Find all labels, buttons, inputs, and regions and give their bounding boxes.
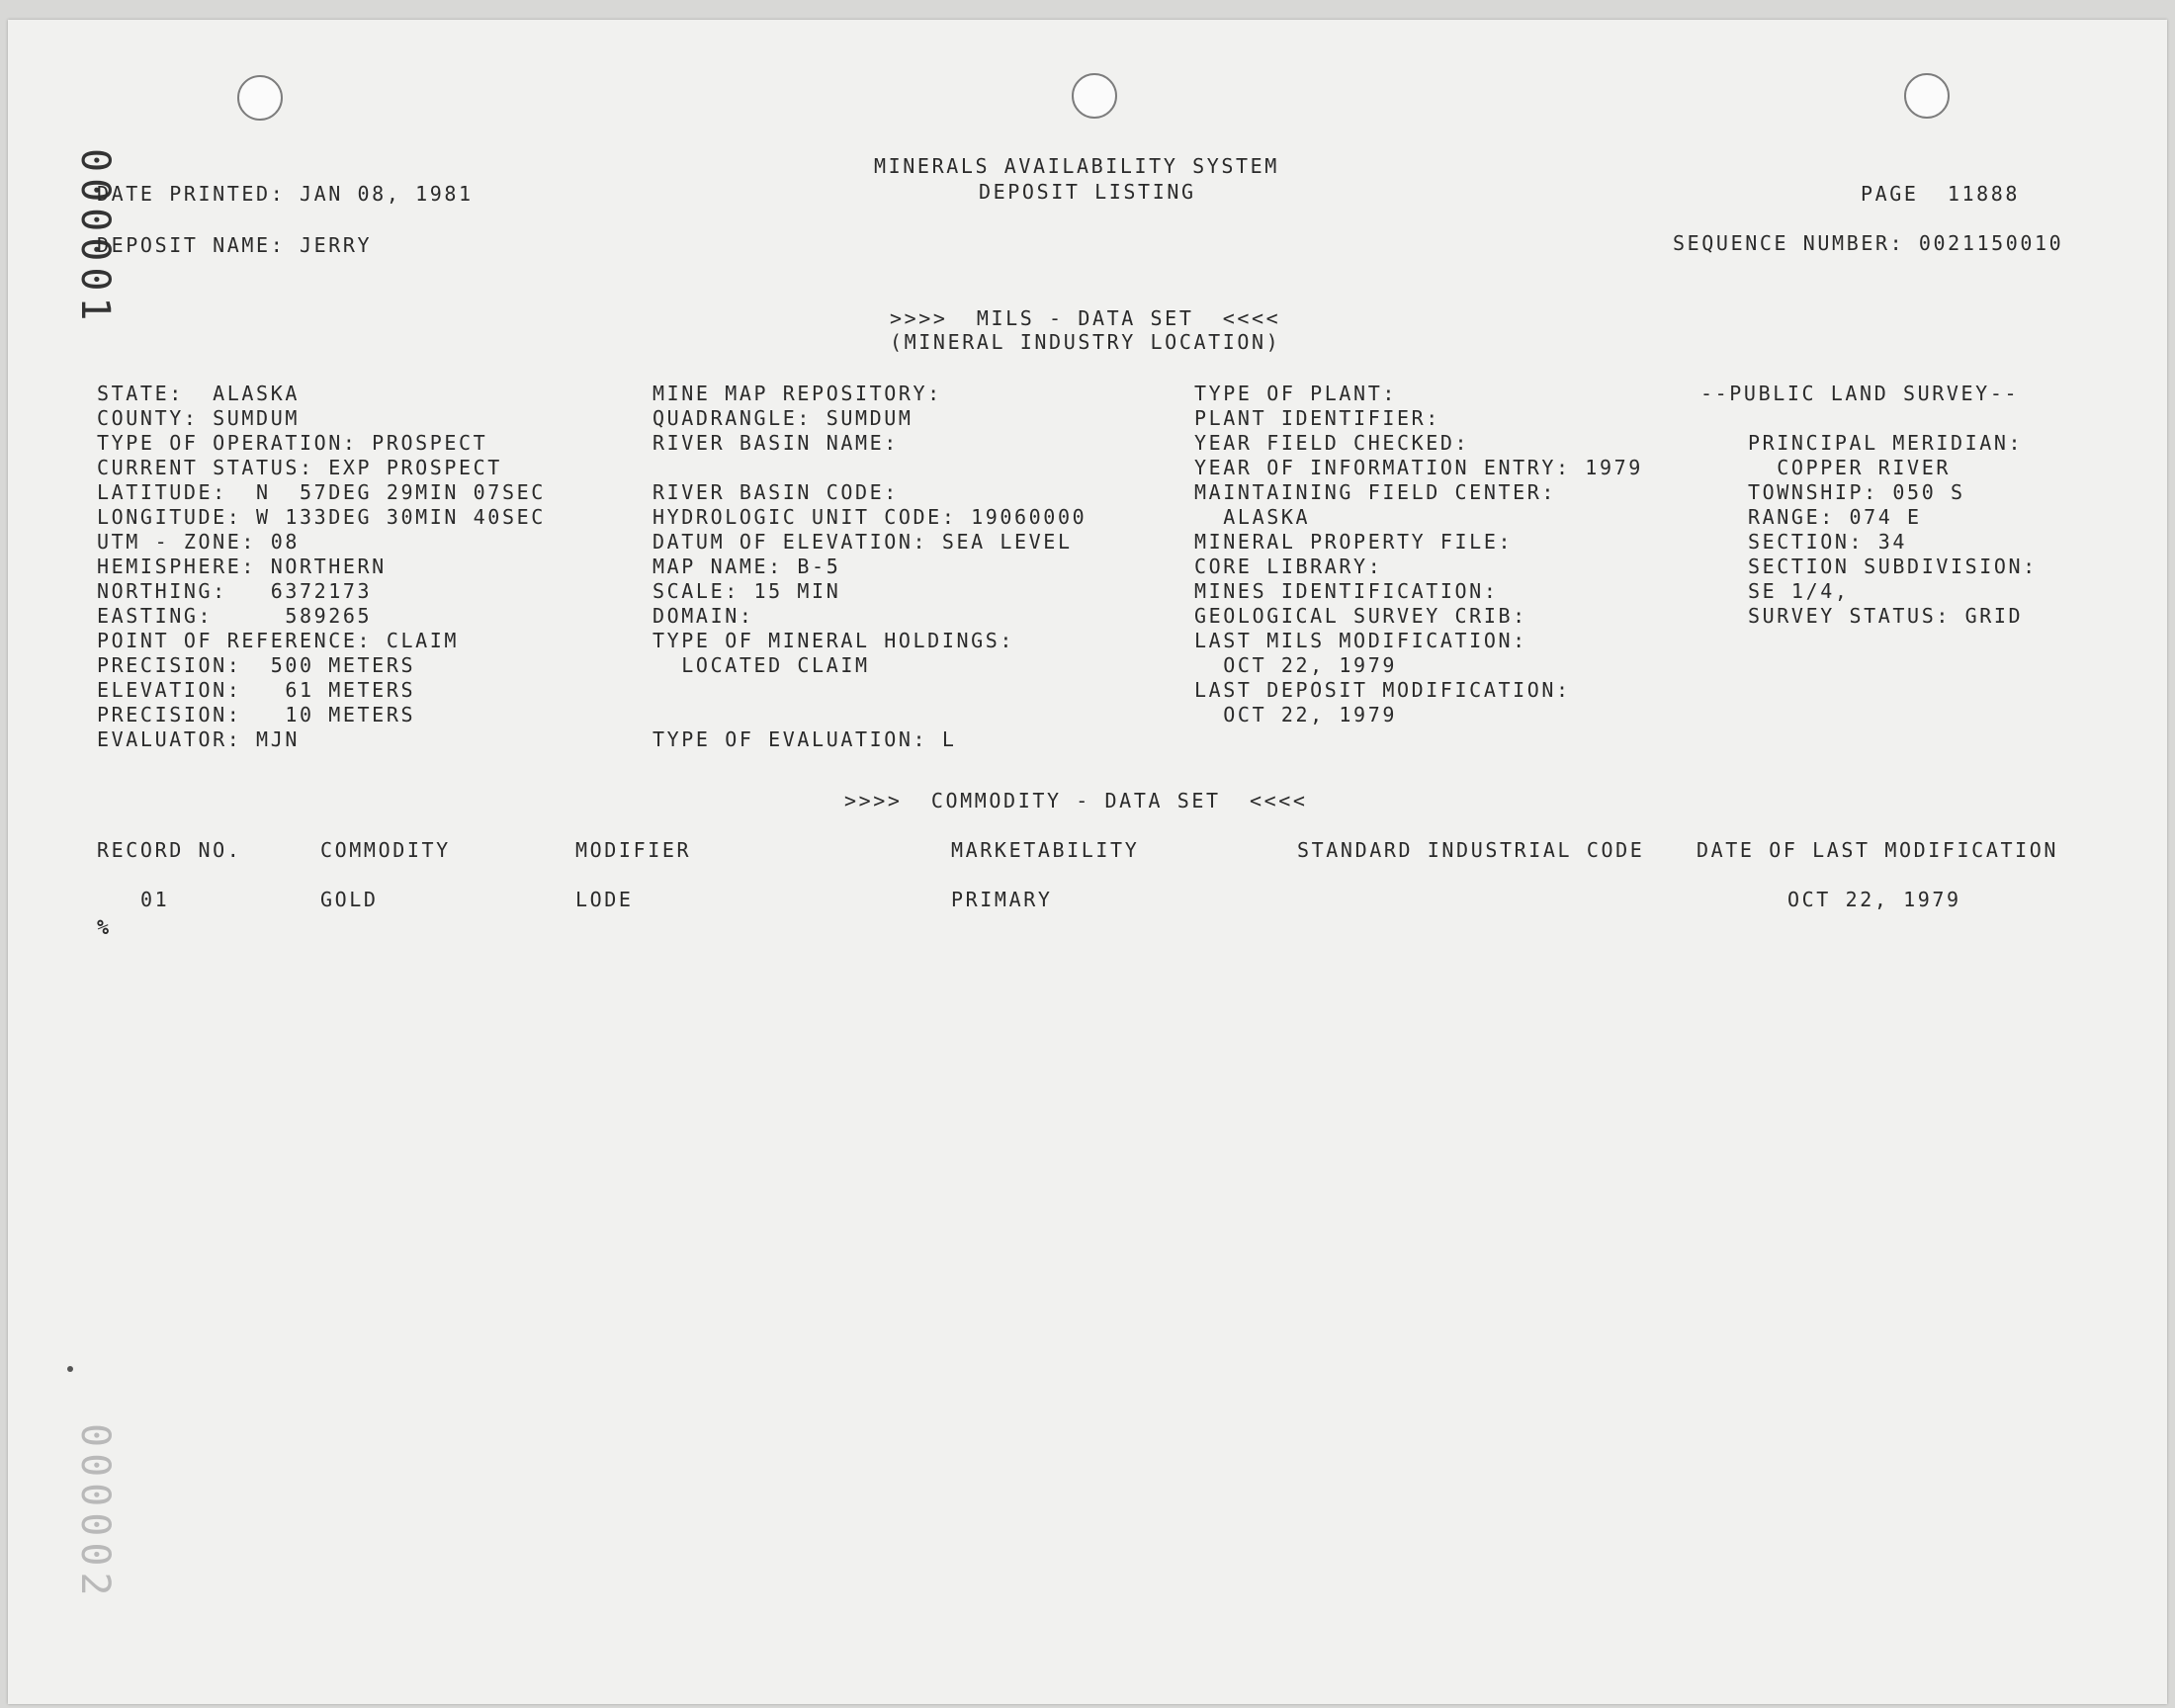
column-header: RECORD NO. — [97, 838, 242, 862]
location-field: TYPE OF PLANT: — [1194, 382, 1397, 405]
column-header: MODIFIER — [575, 838, 692, 862]
mils-section-subtitle: (MINERAL INDUSTRY LOCATION) — [890, 330, 1281, 354]
margin-number-top: 000001 — [72, 148, 118, 327]
speck — [67, 1366, 73, 1372]
date-printed: DATE PRINTED: JAN 08, 1981 — [97, 182, 474, 206]
survey-field: COPPER RIVER — [1748, 456, 1951, 479]
punch-hole — [237, 75, 283, 121]
location-field: EASTING: 589265 — [97, 604, 373, 628]
location-field: TYPE OF OPERATION: PROSPECT — [97, 431, 488, 455]
location-field: LAST MILS MODIFICATION: — [1194, 629, 1527, 652]
location-field: TYPE OF MINERAL HOLDINGS: — [652, 629, 1015, 652]
location-field: LOCATED CLAIM — [652, 653, 870, 677]
location-field: HYDROLOGIC UNIT CODE: 19060000 — [652, 505, 1088, 529]
deposit-name: DEPOSIT NAME: JERRY — [97, 233, 373, 257]
location-field: CURRENT STATUS: EXP PROSPECT — [97, 456, 502, 479]
location-field: NORTHING: 6372173 — [97, 579, 373, 603]
survey-field: PRINCIPAL MERIDIAN: — [1748, 431, 2024, 455]
table-cell: PRIMARY — [951, 888, 1053, 911]
location-field: LAST DEPOSIT MODIFICATION: — [1194, 678, 1571, 702]
location-field: OCT 22, 1979 — [1194, 703, 1397, 726]
page-number: PAGE 11888 — [1861, 182, 2021, 206]
location-field: YEAR OF INFORMATION ENTRY: 1979 — [1194, 456, 1643, 479]
survey-field: SECTION SUBDIVISION: — [1748, 555, 2038, 578]
location-field: GEOLOGICAL SURVEY CRIB: — [1194, 604, 1527, 628]
location-field: DATUM OF ELEVATION: SEA LEVEL — [652, 530, 1073, 554]
public-land-survey-title: --PUBLIC LAND SURVEY-- — [1700, 382, 2020, 405]
survey-field: TOWNSHIP: 050 S — [1748, 480, 1965, 504]
location-field: COUNTY: SUMDUM — [97, 406, 300, 430]
mils-section-title: >>>> MILS - DATA SET <<<< — [890, 306, 1281, 330]
location-field: STATE: ALASKA — [97, 382, 300, 405]
location-field: MINES IDENTIFICATION: — [1194, 579, 1499, 603]
location-field: PRECISION: 500 METERS — [97, 653, 416, 677]
location-field: HEMISPHERE: NORTHERN — [97, 555, 387, 578]
column-header: STANDARD INDUSTRIAL CODE — [1297, 838, 1645, 862]
location-field: PRECISION: 10 METERS — [97, 703, 416, 726]
location-field: UTM - ZONE: 08 — [97, 530, 300, 554]
punch-hole — [1072, 73, 1117, 119]
survey-field: SECTION: 34 — [1748, 530, 1908, 554]
location-field: ELEVATION: 61 METERS — [97, 678, 416, 702]
location-field: TYPE OF EVALUATION: L — [652, 727, 957, 751]
location-field: RIVER BASIN NAME: — [652, 431, 899, 455]
system-title: MINERALS AVAILABILITY SYSTEM — [874, 154, 1279, 178]
survey-field: SE 1/4, — [1748, 579, 1850, 603]
survey-field: RANGE: 074 E — [1748, 505, 1922, 529]
survey-field: SURVEY STATUS: GRID — [1748, 604, 2024, 628]
table-cell: 01 — [140, 888, 170, 911]
location-field: MAP NAME: B-5 — [652, 555, 841, 578]
end-marker: % — [97, 915, 112, 939]
column-header: MARKETABILITY — [951, 838, 1140, 862]
location-field: YEAR FIELD CHECKED: — [1194, 431, 1470, 455]
column-header: COMMODITY — [320, 838, 451, 862]
location-field: EVALUATOR: MJN — [97, 727, 300, 751]
location-field: MAINTAINING FIELD CENTER: — [1194, 480, 1557, 504]
location-field: SCALE: 15 MIN — [652, 579, 841, 603]
commodity-section-title: >>>> COMMODITY - DATA SET <<<< — [844, 789, 1308, 812]
location-field: RIVER BASIN CODE: — [652, 480, 899, 504]
location-field: CORE LIBRARY: — [1194, 555, 1383, 578]
location-field: QUADRANGLE: SUMDUM — [652, 406, 914, 430]
sequence-number: SEQUENCE NUMBER: 0021150010 — [1673, 231, 2064, 255]
location-field: MINE MAP REPOSITORY: — [652, 382, 942, 405]
table-cell: OCT 22, 1979 — [1787, 888, 1961, 911]
column-header: DATE OF LAST MODIFICATION — [1696, 838, 2059, 862]
location-field: ALASKA — [1194, 505, 1311, 529]
punch-hole — [1904, 73, 1950, 119]
listing-title: DEPOSIT LISTING — [979, 180, 1196, 204]
table-cell: LODE — [575, 888, 634, 911]
location-field: DOMAIN: — [652, 604, 754, 628]
margin-number-bottom: 000002 — [72, 1423, 118, 1602]
printout-sheet — [8, 20, 2167, 1704]
table-cell: GOLD — [320, 888, 379, 911]
location-field: POINT OF REFERENCE: CLAIM — [97, 629, 460, 652]
location-field: OCT 22, 1979 — [1194, 653, 1397, 677]
location-field: LATITUDE: N 57DEG 29MIN 07SEC — [97, 480, 546, 504]
location-field: LONGITUDE: W 133DEG 30MIN 40SEC — [97, 505, 546, 529]
location-field: MINERAL PROPERTY FILE: — [1194, 530, 1514, 554]
location-field: PLANT IDENTIFIER: — [1194, 406, 1440, 430]
